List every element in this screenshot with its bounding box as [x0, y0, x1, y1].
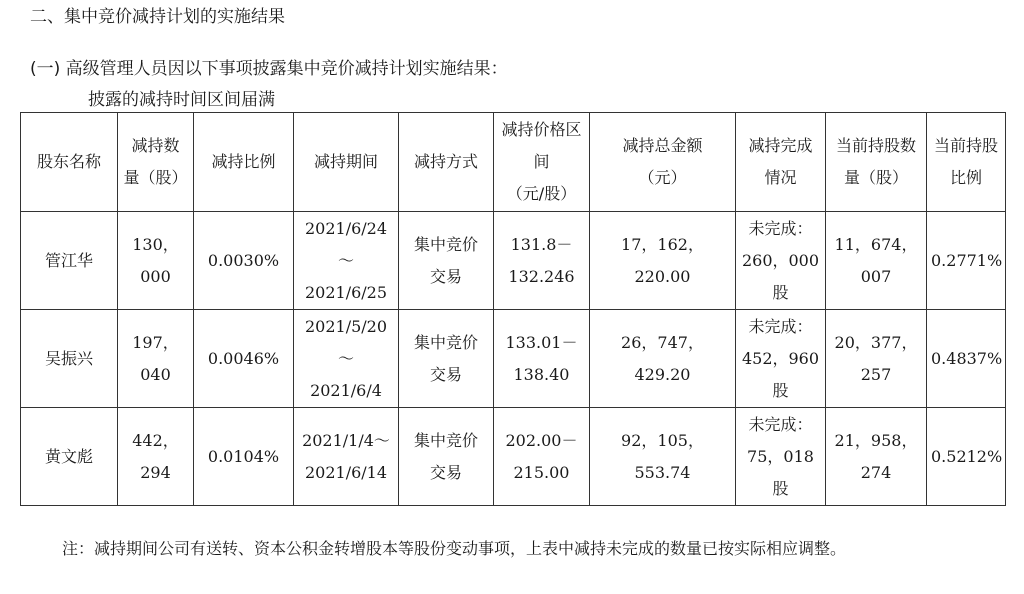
- table-header-row: [21, 113, 1006, 212]
- header-current-holding-ratio: 当前持股 比例: [927, 113, 1006, 212]
- completion-status: 未完成： 75，018股: [736, 408, 826, 506]
- header-reduction-method: 减持方式: [399, 113, 494, 212]
- reduction-period: 2021/6/24～ 2021/6/25: [294, 212, 399, 310]
- current-holding: 21，958，274: [826, 408, 927, 506]
- subsection-heading: (一) 高级管理人员因以下事项披露集中竞价减持计划实施结果：: [30, 59, 508, 79]
- header-price-range: 减持价格区 间 （元/股）: [494, 113, 590, 212]
- table-footnote: 注：减持期间公司有送转、资本公积金转增股本等股份变动事项，上表中减持未完成的数量已按实际相应调整。: [62, 539, 847, 558]
- reduction-method: 集中竞价 交易: [399, 408, 494, 506]
- reduction-ratio: 0.0104%: [194, 408, 294, 506]
- shareholder-name: 吴振兴: [21, 310, 118, 408]
- current-holding: 11，674，007: [826, 212, 927, 310]
- price-range: 131.8－ 132.246: [494, 212, 590, 310]
- reduction-quantity: 442，294: [118, 408, 194, 506]
- table-row: [21, 212, 1006, 310]
- header-reduction-period: 减持期间: [294, 113, 399, 212]
- current-holding-ratio: 0.2771%: [927, 212, 1006, 310]
- total-amount: 92，105，553.74: [590, 408, 736, 506]
- price-range: 202.00－ 215.00: [494, 408, 590, 506]
- reduction-period: 2021/1/4～ 2021/6/14: [294, 408, 399, 506]
- shareholder-name: 黄文彪: [21, 408, 118, 506]
- disclosure-reason: 披露的减持时间区间届满: [88, 90, 275, 110]
- reduction-ratio: 0.0030%: [194, 212, 294, 310]
- header-reduction-ratio: 减持比例: [194, 113, 294, 212]
- header-reduction-quantity: 减持数 量（股）: [118, 113, 194, 212]
- reduction-quantity: 197，040: [118, 310, 194, 408]
- table-row: [21, 408, 1006, 506]
- table-row: [21, 310, 1006, 408]
- section-heading: 二、集中竞价减持计划的实施结果: [30, 7, 285, 27]
- completion-status: 未完成： 452，960股: [736, 310, 826, 408]
- current-holding-ratio: 0.5212%: [927, 408, 1006, 506]
- header-total-amount: 减持总金额 （元）: [590, 113, 736, 212]
- current-holding-ratio: 0.4837%: [927, 310, 1006, 408]
- reduction-results-table: [20, 112, 1006, 506]
- reduction-quantity: 130，000: [118, 212, 194, 310]
- reduction-method: 集中竞价 交易: [399, 310, 494, 408]
- header-current-holding: 当前持股数 量（股）: [826, 113, 927, 212]
- current-holding: 20，377，257: [826, 310, 927, 408]
- reduction-ratio: 0.0046%: [194, 310, 294, 408]
- header-completion-status: 减持完成 情况: [736, 113, 826, 212]
- reduction-period: 2021/5/20～ 2021/6/4: [294, 310, 399, 408]
- shareholder-name: 管江华: [21, 212, 118, 310]
- total-amount: 17，162，220.00: [590, 212, 736, 310]
- header-shareholder-name: 股东名称: [21, 113, 118, 212]
- total-amount: 26，747，429.20: [590, 310, 736, 408]
- completion-status: 未完成： 260，000股: [736, 212, 826, 310]
- reduction-method: 集中竞价 交易: [399, 212, 494, 310]
- price-range: 133.01－ 138.40: [494, 310, 590, 408]
